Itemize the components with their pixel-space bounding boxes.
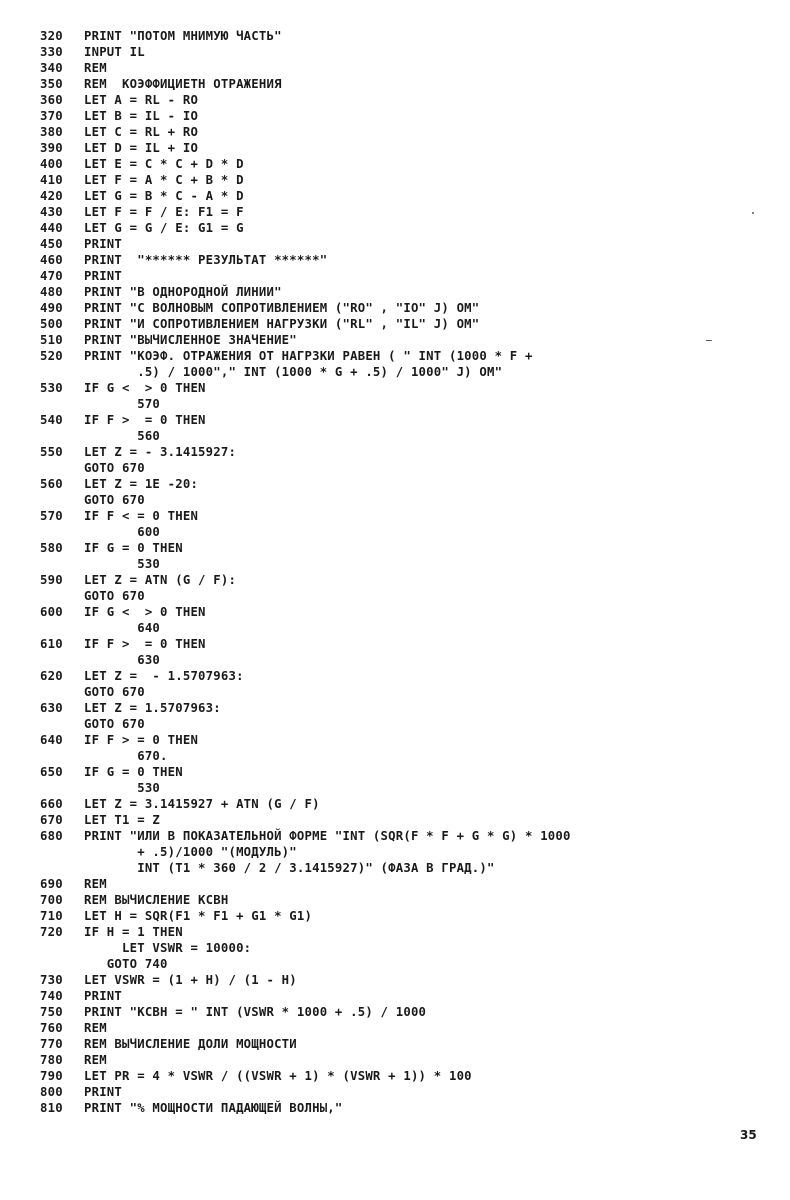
code-line <box>40 76 780 92</box>
code-line <box>40 588 780 604</box>
statement: IF F < = 0 THEN <box>84 509 199 523</box>
line-number: 320 <box>40 29 63 43</box>
line-number: 330 <box>40 45 63 59</box>
statement: LET D = IL + IO <box>84 141 199 155</box>
line-number: 410 <box>40 173 63 187</box>
statement: PRINT "В ОДНОРОДНОЙ ЛИНИИ" <box>84 285 282 299</box>
code-line <box>40 268 780 284</box>
statement: LET A = RL - RO <box>84 93 199 107</box>
code-line <box>40 652 780 668</box>
statement: PRINT "****** РЕЗУЛЬТАТ ******" <box>84 253 328 267</box>
statement: IF F > = 0 THEN <box>84 637 206 651</box>
code-line <box>40 188 780 204</box>
statement: IF F > = 0 THEN <box>84 733 199 747</box>
statement: PRINT "ВЫЧИСЛЕННОЕ ЗНАЧЕНИЕ" <box>84 333 297 347</box>
line-number: 790 <box>40 1069 63 1083</box>
statement: LET Z = ATN (G / F): <box>84 573 237 587</box>
code-line <box>40 444 780 460</box>
line-number: 670 <box>40 813 63 827</box>
code-line <box>40 92 780 108</box>
code-line <box>40 108 780 124</box>
line-number: 780 <box>40 1053 63 1067</box>
code-line <box>40 300 780 316</box>
statement: PRINT "КОЭФ. ОТРАЖЕНИЯ ОТ НАГРЗКИ РАВЕН ( " INT (1000 * F + <box>84 349 533 363</box>
line-number: 560 <box>40 477 63 491</box>
code-line <box>40 364 780 380</box>
statement: LET H = SQR(F1 * F1 + G1 * G1) <box>84 909 313 923</box>
code-line <box>40 124 780 140</box>
statement: 640 <box>84 621 161 635</box>
line-number: 720 <box>40 925 63 939</box>
code-line <box>40 28 780 44</box>
line-number: 620 <box>40 669 63 683</box>
code-line <box>40 412 780 428</box>
statement: IF H = 1 THEN <box>84 925 183 939</box>
statement: LET Z = 1E -20: <box>84 477 199 491</box>
code-line <box>40 172 780 188</box>
statement: LET G = G / E: G1 = G <box>84 221 244 235</box>
code-line <box>40 620 780 636</box>
line-number: 530 <box>40 381 63 395</box>
code-line <box>40 348 780 364</box>
statement: PRINT <box>84 269 123 283</box>
code-line <box>40 1036 780 1052</box>
statement: IF G = 0 THEN <box>84 765 183 779</box>
code-line <box>40 812 780 828</box>
line-number: 650 <box>40 765 63 779</box>
code-line <box>40 604 780 620</box>
statement: REM КОЭФФИЦИЕТН ОТРАЖЕНИЯ <box>84 77 282 91</box>
code-line <box>40 796 780 812</box>
line-number: 470 <box>40 269 63 283</box>
statement: LET Z = 1.5707963: <box>84 701 221 715</box>
code-line <box>40 524 780 540</box>
line-number: 390 <box>40 141 63 155</box>
line-number: 680 <box>40 829 63 843</box>
code-line <box>40 780 780 796</box>
code-line <box>40 396 780 412</box>
code-line <box>40 700 780 716</box>
code-line <box>40 428 780 444</box>
code-line <box>40 460 780 476</box>
statement: LET B = IL - IO <box>84 109 199 123</box>
code-line <box>40 716 780 732</box>
statement: 530 <box>84 557 161 571</box>
line-number: 730 <box>40 973 63 987</box>
line-number: 540 <box>40 413 63 427</box>
code-line <box>40 668 780 684</box>
code-line <box>40 380 780 396</box>
code-line <box>40 316 780 332</box>
statement: LET E = C * C + D * D <box>84 157 244 171</box>
scan-speck <box>752 212 754 214</box>
statement: LET F = F / E: F1 = F <box>84 205 244 219</box>
code-line <box>40 956 780 972</box>
line-number: 800 <box>40 1085 63 1099</box>
code-line <box>40 764 780 780</box>
code-line <box>40 204 780 220</box>
code-line <box>40 1004 780 1020</box>
line-number: 700 <box>40 893 63 907</box>
code-line <box>40 940 780 956</box>
code-listing <box>40 28 780 1116</box>
statement: PRINT <box>84 989 123 1003</box>
statement: REM <box>84 1053 107 1067</box>
statement: IF G < > 0 THEN <box>84 381 206 395</box>
line-number: 710 <box>40 909 63 923</box>
code-line <box>40 908 780 924</box>
statement: 530 <box>84 781 161 795</box>
code-line <box>40 236 780 252</box>
statement: REM <box>84 877 107 891</box>
code-line <box>40 220 780 236</box>
code-line <box>40 892 780 908</box>
statement: + .5)/1000 "(МОДУЛЬ)" <box>84 845 297 859</box>
statement: GOTO 670 <box>84 461 145 475</box>
code-line <box>40 540 780 556</box>
code-line <box>40 284 780 300</box>
statement: LET VSWR = (1 + H) / (1 - H) <box>84 973 297 987</box>
statement: LET G = B * C - A * D <box>84 189 244 203</box>
statement: IF F > = 0 THEN <box>84 413 206 427</box>
line-number: 630 <box>40 701 63 715</box>
statement: PRINT <box>84 237 123 251</box>
code-line <box>40 156 780 172</box>
statement: GOTO 670 <box>84 717 145 731</box>
code-line <box>40 252 780 268</box>
code-line <box>40 732 780 748</box>
code-line <box>40 492 780 508</box>
line-number: 400 <box>40 157 63 171</box>
statement: INPUT IL <box>84 45 145 59</box>
line-number: 420 <box>40 189 63 203</box>
statement: 560 <box>84 429 161 443</box>
code-line <box>40 748 780 764</box>
code-line <box>40 972 780 988</box>
line-number: 810 <box>40 1101 63 1115</box>
line-number: 570 <box>40 509 63 523</box>
code-line <box>40 684 780 700</box>
scan-dash <box>706 340 712 341</box>
line-number: 350 <box>40 77 63 91</box>
code-line <box>40 828 780 844</box>
line-number: 610 <box>40 637 63 651</box>
line-number: 580 <box>40 541 63 555</box>
line-number: 490 <box>40 301 63 315</box>
line-number: 440 <box>40 221 63 235</box>
line-number: 430 <box>40 205 63 219</box>
code-line <box>40 876 780 892</box>
statement: 630 <box>84 653 161 667</box>
code-line <box>40 636 780 652</box>
statement: PRINT "С ВОЛНОВЫМ СОПРОТИВЛЕНИЕМ ("RO" , "IO" J) ОМ" <box>84 301 480 315</box>
code-line <box>40 140 780 156</box>
statement: GOTO 670 <box>84 685 145 699</box>
code-line <box>40 332 780 348</box>
statement: REM ВЫЧИСЛЕНИЕ ДОЛИ МОЩНОСТИ <box>84 1037 297 1051</box>
statement: LET T1 = Z <box>84 813 161 827</box>
code-line <box>40 60 780 76</box>
statement: .5) / 1000"," INT (1000 * G + .5) / 1000" J) ОМ" <box>84 365 503 379</box>
statement: 600 <box>84 525 161 539</box>
statement: 670. <box>84 749 168 763</box>
line-number: 760 <box>40 1021 63 1035</box>
code-line <box>40 1084 780 1100</box>
statement: GOTO 670 <box>84 589 145 603</box>
statement: IF G = 0 THEN <box>84 541 183 555</box>
code-line <box>40 924 780 940</box>
statement: PRINT "ПОТОМ МНИМУЮ ЧАСТЬ" <box>84 29 282 43</box>
statement: LET Z = - 1.5707963: <box>84 669 244 683</box>
line-number: 550 <box>40 445 63 459</box>
code-line <box>40 1020 780 1036</box>
statement: REM <box>84 61 107 75</box>
line-number: 660 <box>40 797 63 811</box>
statement: LET F = A * C + B * D <box>84 173 244 187</box>
statement: IF G < > 0 THEN <box>84 605 206 619</box>
code-line <box>40 860 780 876</box>
line-number: 770 <box>40 1037 63 1051</box>
statement: PRINT <box>84 1085 123 1099</box>
code-line <box>40 476 780 492</box>
line-number: 740 <box>40 989 63 1003</box>
line-number: 690 <box>40 877 63 891</box>
code-line <box>40 572 780 588</box>
code-line <box>40 556 780 572</box>
line-number: 590 <box>40 573 63 587</box>
line-number: 480 <box>40 285 63 299</box>
line-number: 380 <box>40 125 63 139</box>
statement: LET PR = 4 * VSWR / ((VSWR + 1) * (VSWR + 1)) * 100 <box>84 1069 472 1083</box>
line-number: 370 <box>40 109 63 123</box>
statement: GOTO 670 <box>84 493 145 507</box>
statement: LET Z = - 3.1415927: <box>84 445 237 459</box>
code-line <box>40 988 780 1004</box>
line-number: 750 <box>40 1005 63 1019</box>
line-number: 450 <box>40 237 63 251</box>
line-number: 640 <box>40 733 63 747</box>
line-number: 500 <box>40 317 63 331</box>
line-number: 340 <box>40 61 63 75</box>
code-line <box>40 44 780 60</box>
line-number: 510 <box>40 333 63 347</box>
statement: 570 <box>84 397 161 411</box>
code-line <box>40 1100 780 1116</box>
code-line <box>40 1068 780 1084</box>
code-line <box>40 844 780 860</box>
statement: PRINT "% МОЩНОСТИ ПАДАЮЩЕЙ ВОЛНЫ," <box>84 1101 343 1115</box>
line-number: 460 <box>40 253 63 267</box>
line-number: 360 <box>40 93 63 107</box>
statement: LET Z = 3.1415927 + ATN (G / F) <box>84 797 320 811</box>
statement: INT (T1 * 360 / 2 / 3.1415927)" (ФАЗА В ГРАД.)" <box>84 861 495 875</box>
statement: LET C = RL + RO <box>84 125 199 139</box>
statement: PRINT "ИЛИ В ПОКАЗАТЕЛЬНОЙ ФОРМЕ "INT (SQR(F * F + G * G) * 1000 <box>84 829 571 843</box>
page-number: 35 <box>740 1128 757 1142</box>
statement: GOTO 740 <box>84 957 168 971</box>
statement: LET VSWR = 10000: <box>84 941 252 955</box>
code-line <box>40 1052 780 1068</box>
statement: PRINT "И СОПРОТИВЛЕНИЕМ НАГРУЗКИ ("RL" , "IL" J) ОМ" <box>84 317 480 331</box>
line-number: 520 <box>40 349 63 363</box>
statement: REM ВЫЧИСЛЕНИЕ КСВН <box>84 893 229 907</box>
line-number: 600 <box>40 605 63 619</box>
code-line <box>40 508 780 524</box>
statement: PRINT "КСВН = " INT (VSWR * 1000 + .5) / 1000 <box>84 1005 427 1019</box>
statement: REM <box>84 1021 107 1035</box>
